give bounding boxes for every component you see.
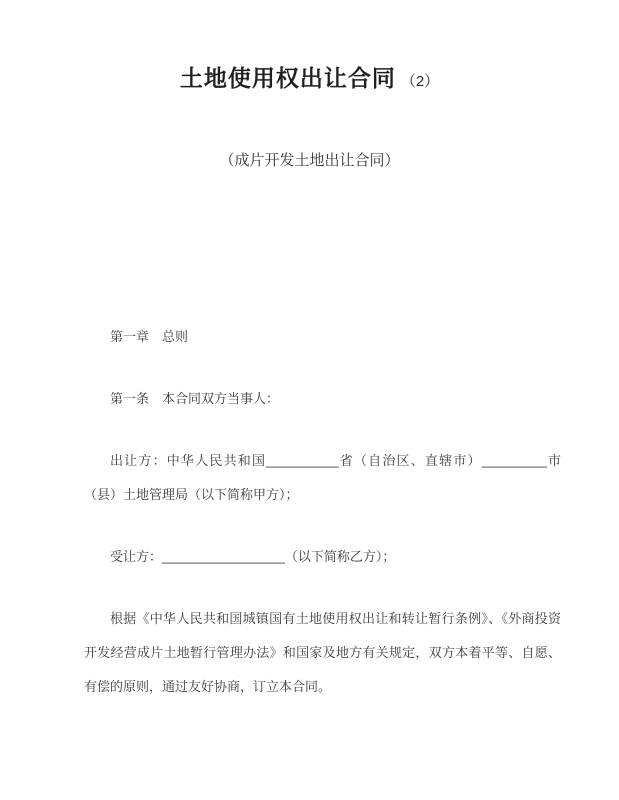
chapter-heading: 第一章 总则 [110, 329, 189, 344]
document-title-number: （2） [400, 73, 440, 90]
legal-basis-paragraph: 根据《中华人民共和国城镇国有土地使用权出让和转让暂行条例》、《外商投资开发经营成片土地暂行管理办法》和国家及地方有关规定，双方本着平等、自愿、有偿的原则，通过友好协商，订立本合同。 [84, 611, 561, 694]
seller-party-paragraph: 出让方：中华人民共和国__________省（自治区、直辖市）_________市（县）土地管理局（以下简称甲方）； [84, 453, 561, 502]
buyer-party-paragraph: 受让方：_________________（以下简称乙方）； [110, 549, 396, 564]
article-heading: 第一条 本合同双方当事人： [110, 391, 280, 406]
document-subtitle: （成片开发土地出让合同） [219, 152, 400, 169]
document-title-text: 土地使用权出让合同 [179, 65, 396, 91]
document-body [84, 320, 561, 704]
document-title [0, 0, 619, 96]
